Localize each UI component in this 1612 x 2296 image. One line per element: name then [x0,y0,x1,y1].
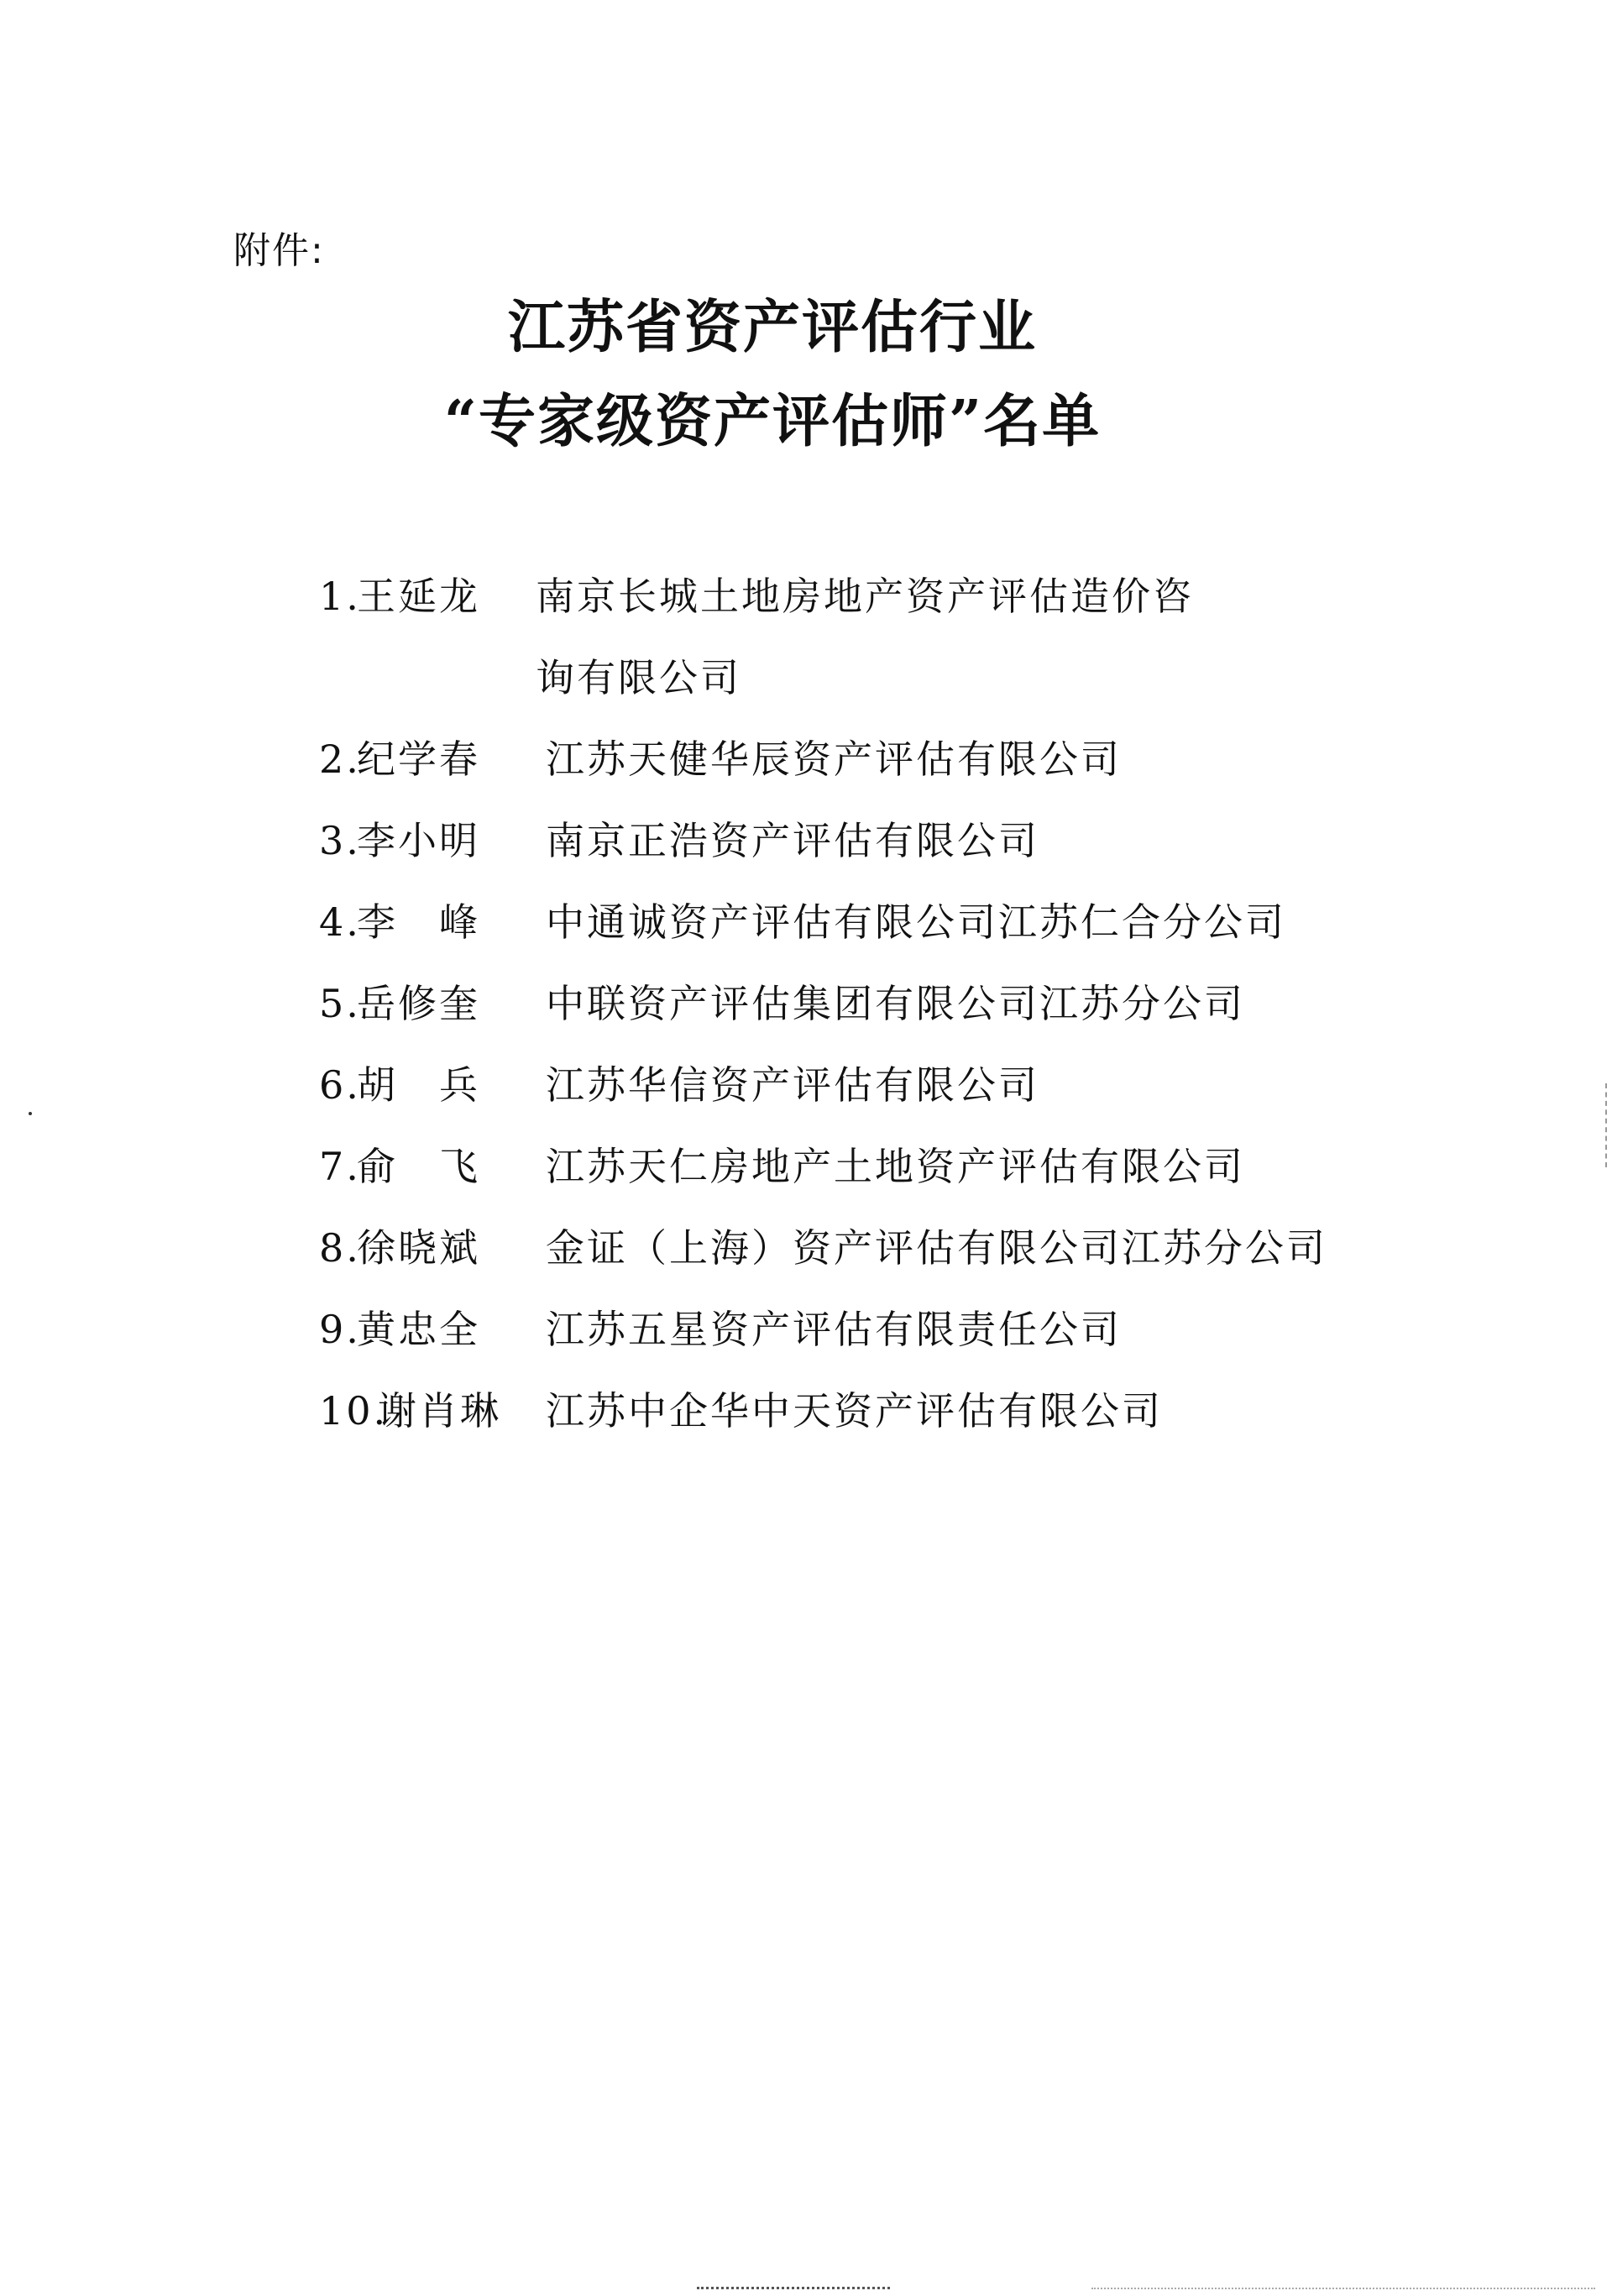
roster-number: 4. [319,899,361,945]
scan-speck [29,1112,32,1115]
roster-name: 胡 兵 [357,1062,480,1108]
roster-row [319,978,1494,1060]
roster-number: 3. [319,818,361,863]
scan-bottom-marks [697,2287,890,2296]
roster-name: 李 峰 [357,899,480,945]
roster-row [319,571,1494,734]
roster-row [319,734,1494,815]
document-title-line-2: “专家级资产评估师”名单 [443,388,1102,455]
roster-company: 江苏天仁房地产土地资产评估有限公司 [546,1144,1245,1189]
roster-row [319,1386,1494,1467]
scan-bottom-marks-right [1091,2288,1595,2294]
roster-number: 10. [319,1388,389,1434]
scan-edge-marks [1605,1083,1612,1167]
roster-name: 纪学春 [357,737,480,782]
roster-company: 南京长城土地房地产资产评估造价咨询有限公司 [536,574,1194,700]
roster-name: 王延龙 [357,574,480,619]
roster-number: 7. [319,1144,361,1189]
expert-roster [319,571,1494,1467]
roster-name: 谢肖琳 [378,1388,501,1434]
roster-number: 9. [319,1307,361,1352]
roster-row [319,1223,1494,1304]
roster-row [319,1060,1494,1141]
roster-company: 江苏五星资产评估有限责任公司 [546,1307,1122,1352]
roster-company: 江苏中企华中天资产评估有限公司 [546,1388,1163,1434]
roster-number: 2. [319,737,361,782]
roster-row [319,897,1494,978]
roster-company: 南京正浩资产评估有限公司 [546,818,1039,863]
roster-company: 金证（上海）资产评估有限公司江苏分公司 [546,1225,1327,1271]
roster-row [319,815,1494,897]
roster-name: 徐晓斌 [357,1225,480,1271]
roster-number: 1. [319,574,361,619]
roster-company: 中联资产评估集团有限公司江苏分公司 [546,981,1245,1026]
roster-number: 8. [319,1225,361,1271]
roster-name: 俞 飞 [357,1144,480,1189]
roster-number: 6. [319,1062,361,1108]
roster-name: 黄忠全 [357,1307,480,1352]
roster-number: 5. [319,981,361,1026]
document-title-line-1: 江苏省资产评估行业 [507,294,1037,361]
roster-name: 岳修奎 [357,981,480,1026]
roster-company: 中通诚资产评估有限公司江苏仁合分公司 [546,899,1286,945]
attachment-label: 附件: [233,229,325,272]
roster-company: 江苏华信资产评估有限公司 [546,1062,1039,1108]
roster-company: 江苏天健华辰资产评估有限公司 [546,737,1122,782]
roster-row [319,1141,1494,1223]
roster-name: 李小明 [357,818,480,863]
roster-row [319,1304,1494,1386]
